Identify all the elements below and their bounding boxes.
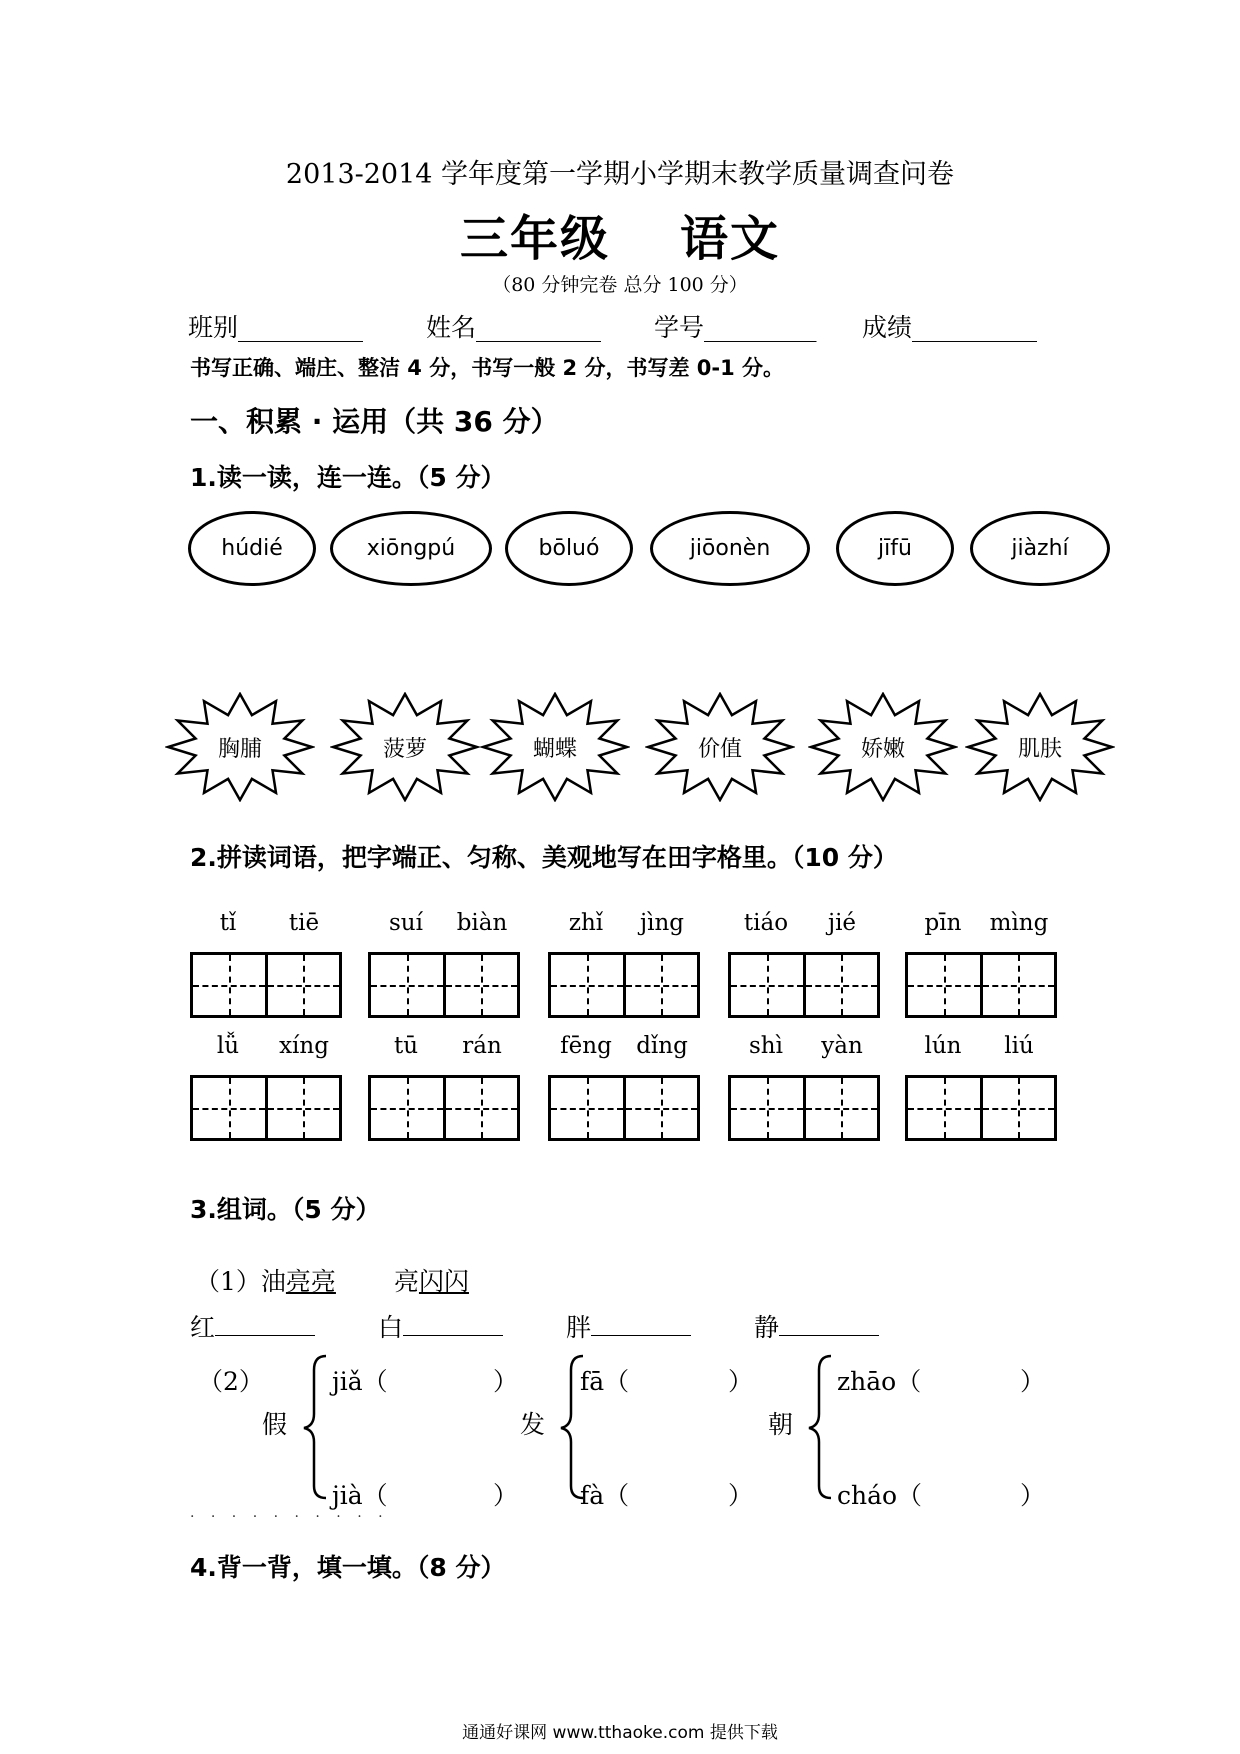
subject-title: 语文 (680, 211, 781, 267)
part-2-label: （2） (198, 1367, 264, 1396)
pinyin-syllable: shì (749, 1033, 783, 1059)
pinyin-text: jiōonèn (689, 536, 771, 561)
tianzi-cell[interactable] (551, 955, 623, 1015)
example-word: 亮亮 (285, 1267, 336, 1296)
answer-paren-close[interactable]: ） (1020, 1481, 1046, 1510)
pinyin-syllable: jìng (639, 910, 685, 936)
question-2-title: 2.拼读词语，把字端正、匀称、美观地写在田字格里。（10 分） (190, 843, 898, 872)
word-star[interactable] (330, 692, 480, 802)
footer: 通通好课网 www.tthaoke.com 提供下载 (462, 1723, 778, 1743)
example-prefix: 油 (260, 1267, 286, 1296)
tianzi-grid (548, 1075, 700, 1141)
question-1-title: 1.读一读，连一连。（5 分） (190, 463, 506, 492)
pinyin-grid-group (728, 1033, 880, 1143)
answer-blank[interactable] (779, 1335, 879, 1336)
pinyin-syllable: tiē (288, 910, 320, 936)
word-item[interactable] (190, 1308, 315, 1344)
pinyin-oval[interactable] (836, 511, 954, 586)
pinyin-syllable: jié (827, 910, 857, 936)
tianzi-cell[interactable] (623, 1078, 698, 1138)
word-text: 菠萝 (382, 736, 427, 762)
pinyin-oval[interactable] (970, 511, 1110, 586)
pinyin-grid-group (368, 1033, 520, 1143)
item-char: 静 (754, 1313, 780, 1342)
pinyin-grid-group (728, 910, 880, 1020)
answer-paren-close[interactable]: ） (1020, 1367, 1046, 1396)
part-1-label: （1） (195, 1267, 261, 1296)
tianzi-cell[interactable] (908, 955, 980, 1015)
pinyin-grid-group (548, 910, 700, 1020)
answer-paren-close[interactable]: ） (493, 1481, 519, 1510)
exam-subtitle: （80 分钟完卷 总分 100 分） (492, 274, 748, 296)
pinyin-syllable: mìng (989, 910, 1049, 936)
pinyin-oval[interactable] (505, 511, 633, 586)
item-char: 白 (378, 1313, 404, 1342)
item-char: 胖 (566, 1313, 592, 1342)
pinyin-syllable: liú (1004, 1033, 1034, 1059)
pinyin-text: bōluó (538, 536, 600, 561)
tianzi-grid (368, 952, 520, 1018)
pinyin-grid-group (190, 1033, 342, 1143)
tianzi-cell[interactable] (551, 1078, 623, 1138)
word-item[interactable] (378, 1308, 503, 1344)
tianzi-cell[interactable] (908, 1078, 980, 1138)
item-char: 红 (190, 1313, 216, 1342)
answer-paren-close[interactable]: ） (728, 1481, 754, 1510)
pinyin-text: xiōngpú (366, 536, 456, 561)
word-star[interactable] (808, 692, 958, 802)
polyphone-pinyin-bottom: jià（ (332, 1481, 388, 1510)
page-title (0, 200, 1240, 269)
polyphone-char: 假 (262, 1410, 288, 1439)
tianzi-cell[interactable] (371, 955, 443, 1015)
pinyin-syllable: xíng (279, 1033, 329, 1059)
tianzi-cell[interactable] (803, 955, 878, 1015)
polyphone-char: 朝 (768, 1410, 794, 1439)
polyphone-pinyin-top: fā（ (580, 1367, 630, 1396)
answer-blank[interactable] (403, 1335, 503, 1336)
pinyin-syllable: biàn (456, 910, 508, 936)
tianzi-cell[interactable] (980, 955, 1055, 1015)
tianzi-grid (368, 1075, 520, 1141)
pinyin-grid-group (905, 1033, 1057, 1143)
tianzi-cell[interactable] (443, 1078, 518, 1138)
name-field: 姓名__________ (426, 313, 602, 342)
word-star[interactable] (165, 692, 315, 802)
tianzi-cell[interactable] (265, 1078, 340, 1138)
tianzi-cell[interactable] (265, 955, 340, 1015)
pinyin-oval[interactable] (650, 511, 810, 586)
polyphone-pinyin-top: zhāo（ (837, 1367, 922, 1396)
pinyin-syllable: rán (462, 1033, 502, 1059)
word-text: 肌肤 (1017, 736, 1062, 762)
example-line (195, 1262, 469, 1298)
polyphone-char: 发 (520, 1410, 546, 1439)
student-number-field: 学号_________ (654, 313, 817, 342)
pinyin-oval[interactable] (188, 511, 316, 586)
class-field: 班别__________ (188, 313, 364, 342)
dotted-line: . . . . . . . . . . (190, 1505, 389, 1521)
answer-blank[interactable] (215, 1335, 315, 1336)
grade-title: 三年级 (459, 211, 610, 267)
pinyin-grid-group (905, 910, 1057, 1020)
pinyin-syllable: dǐng (636, 1033, 688, 1059)
pinyin-syllable: lǚ (216, 1033, 240, 1059)
polyphone-pinyin-bottom: fà（ (580, 1481, 630, 1510)
word-item[interactable] (566, 1308, 691, 1344)
tianzi-cell[interactable] (443, 955, 518, 1015)
pinyin-grid-group (368, 910, 520, 1020)
brace-icon (805, 1352, 835, 1502)
tianzi-cell[interactable] (980, 1078, 1055, 1138)
pinyin-syllable: zhǐ (568, 910, 604, 936)
tianzi-cell[interactable] (371, 1078, 443, 1138)
pinyin-text: húdié (221, 536, 283, 561)
exam-header: 2013-2014 学年度第一学期小学期末教学质量调查问卷 (285, 159, 955, 190)
pinyin-grid-group (548, 1033, 700, 1143)
score-field: 成绩__________ (862, 313, 1038, 342)
word-text: 娇嫩 (860, 736, 905, 762)
polyphone-pinyin-bottom: cháo（ (837, 1481, 923, 1510)
pinyin-syllable: suí (389, 910, 423, 936)
tianzi-grid (905, 1075, 1057, 1141)
pinyin-syllable: tǐ (219, 910, 237, 936)
word-star[interactable] (645, 692, 795, 802)
word-star[interactable] (965, 692, 1115, 802)
pinyin-syllable: fēng (560, 1033, 612, 1059)
tianzi-grid (728, 952, 880, 1018)
pinyin-text: jiàzhí (1011, 536, 1069, 561)
tianzi-grid (190, 1075, 342, 1141)
writing-rule: 书写正确、端庄、整洁 4 分，书写一般 2 分，书写差 0-1 分。 (190, 356, 785, 380)
question-3-title: 3.组词。（5 分） (190, 1195, 381, 1224)
example-word: 闪闪 (418, 1267, 469, 1296)
tianzi-cell[interactable] (193, 1078, 265, 1138)
pinyin-text: jīfū (878, 536, 912, 561)
brace-icon (300, 1352, 330, 1502)
pinyin-syllable: lún (924, 1033, 962, 1059)
polyphone-pinyin-top: jiǎ（ (332, 1367, 388, 1396)
pinyin-syllable: tū (393, 1033, 419, 1059)
pinyin-syllable: yàn (821, 1033, 863, 1059)
tianzi-grid (728, 1075, 880, 1141)
pinyin-syllable: tiáo (743, 910, 789, 936)
word-text: 价值 (697, 736, 742, 762)
tianzi-cell[interactable] (623, 955, 698, 1015)
tianzi-cell[interactable] (803, 1078, 878, 1138)
question-4-title: 4.背一背，填一填。（8 分） (190, 1553, 506, 1582)
pinyin-oval[interactable] (330, 511, 492, 586)
tianzi-grid (190, 952, 342, 1018)
example-prefix: 亮 (393, 1267, 419, 1296)
answer-paren-close[interactable]: ） (728, 1367, 754, 1396)
section-heading: 一、积累 · 运用（共 36 分） (190, 405, 559, 438)
pinyin-syllable: pīn (924, 910, 962, 936)
word-text: 蝴蝶 (532, 736, 577, 762)
word-text: 胸脯 (217, 736, 262, 762)
tianzi-grid (905, 952, 1057, 1018)
tianzi-cell[interactable] (193, 955, 265, 1015)
word-item[interactable] (754, 1308, 879, 1344)
pinyin-grid-group (190, 910, 342, 1020)
answer-paren-close[interactable]: ） (493, 1367, 519, 1396)
word-star[interactable] (480, 692, 630, 802)
student-info-row (0, 308, 1240, 344)
answer-blank[interactable] (591, 1335, 691, 1336)
tianzi-cell[interactable] (731, 955, 803, 1015)
tianzi-cell[interactable] (731, 1078, 803, 1138)
tianzi-grid (548, 952, 700, 1018)
